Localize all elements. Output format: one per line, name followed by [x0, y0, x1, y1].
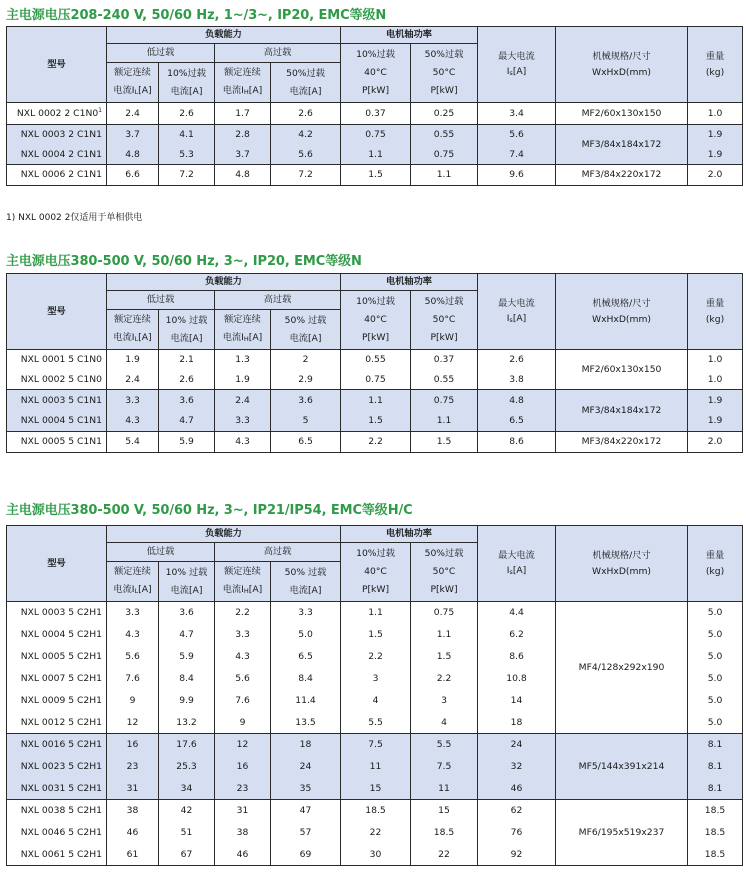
low-overload-header: 低过载 [107, 543, 215, 562]
col-load-capacity-header: 负载能力 [107, 526, 341, 543]
table-row: NXL 0003 5 C2H1 3.3 3.6 2.2 3.3 1.1 0.75 4.4 MF4/128x292x190 5.0 [7, 602, 743, 624]
col-motor-power-header: 电机轴功率 [341, 274, 478, 291]
weight-unit: (kg) [705, 66, 725, 78]
col-weight-header [688, 27, 743, 103]
rated-low-header: 额定连续 电流$I_L[A]$ [107, 63, 159, 103]
table-row: NXL 0023 5 C2H1 23 25.3 16 24 11 7.5 32 8.1 [7, 756, 743, 778]
table-row: NXL 0007 5 C2H1 7.6 8.4 5.6 8.4 3 2.2 10.8 5.0 [7, 668, 743, 690]
col-frame-header [556, 27, 688, 103]
table-row: NXL 0012 5 C2H1 12 13.2 9 13.5 5.5 4 18 5.0 [7, 712, 743, 734]
col-weight-header: 重量 (kg) [688, 526, 743, 602]
table-row: NXL 0005 5 C1N1 5.4 5.9 4.3 6.5 2.2 1.5 8.6 MF3/84x220x172 2.0 [7, 432, 743, 453]
col-frame-header: 机械规格/尺寸 WxHxD(mm) [556, 274, 688, 350]
rated-high-header: 额定连续 电流$I_H[A]$ [215, 310, 271, 350]
high-overload-header: 高过载 [215, 291, 341, 310]
table-row: NXL 0046 5 C2H1 46 51 38 57 22 18.5 76 18.5 [7, 822, 743, 844]
section1-title: 主电源电压208-240 V, 50/60 Hz, 1~/3~, IP20, EMC等级N [6, 8, 387, 23]
table-row: NXL 0002 5 C1N0 2.4 2.6 1.9 2.9 0.75 0.55 3.8 1.0 [7, 370, 743, 390]
low-overload-header: 低过载 [107, 291, 215, 310]
col-max-current-header: 最大电流 $I_s[A]$ [478, 526, 556, 602]
table-row: NXL 0002 2 $C1N0^1$ 2.4 2.6 1.7 2.6 0.37 0.25 3.4 MF2/60x130x150 1.0 [7, 103, 743, 125]
table-row: NXL 0004 5 C2H1 4.3 4.7 3.3 5.0 1.5 1.1 6.2 5.0 [7, 624, 743, 646]
high-overload-header: 高过载 [215, 543, 341, 562]
p50-header: 50%过载 50°C P[kW] [411, 44, 478, 103]
low-10-header: 10% 过载 电流[A] [159, 562, 215, 602]
high-overload-header: 高过载 [215, 44, 341, 63]
rated-high-header: 额定连续 电流$I_H[A]$ [215, 63, 271, 103]
rated-low-header: 额定连续 电流$I_L[A]$ [107, 562, 159, 602]
col-model-header: 型号 [7, 274, 107, 350]
table-row: NXL 0038 5 C2H1 38 42 31 47 18.5 15 62 MF6/195x519x237 18.5 [7, 800, 743, 822]
table-row: NXL 0016 5 C2H1 16 17.6 12 18 7.5 5.5 24 MF5/144x391x214 8.1 [7, 734, 743, 756]
table-row: NXL 0001 5 C1N0 1.9 2.1 1.3 2 0.55 0.37 2.6 MF2/60x130x150 1.0 [7, 350, 743, 370]
table-row: NXL 0006 2 C1N1 6.6 7.2 4.8 7.2 1.5 1.1 9.6 MF3/84x220x172 2.0 [7, 165, 743, 186]
low-overload-header: 低过载 [107, 44, 215, 63]
high-50-header: 50% 过载 电流[A] [271, 310, 341, 350]
p10-header: 10%过载 40°C P[kW] [341, 543, 411, 602]
col-max-current-header [478, 27, 556, 103]
frame-dims-label: WxHxD(mm) [591, 66, 651, 78]
col-model-header: 型号 [7, 526, 107, 602]
table-row: NXL 0003 5 C1N1 3.3 3.6 2.4 3.6 1.1 0.75 4.8 MF3/84x184x172 1.9 [7, 390, 743, 411]
col-load-capacity-header: 负载能力 [107, 27, 341, 44]
col-model-header: 型号 [7, 27, 107, 103]
section1-table [6, 26, 743, 186]
col-max-current-header: 最大电流 $I_s[A]$ [478, 274, 556, 350]
col-load-capacity-header: 负载能力 [107, 274, 341, 291]
frame-label: 机械规格/尺寸 [592, 51, 651, 63]
section2-table [6, 273, 743, 453]
p50-header: 50%过载 50°C P[kW] [411, 543, 478, 602]
low-10-header: 10%过载 电流[A] [159, 63, 215, 103]
max-current-symbol: $I_s[A]$ [506, 66, 527, 78]
high-50-header: 50%过载 电流[A] [271, 63, 341, 103]
table-row: NXL 0003 2 C1N1 3.7 4.1 2.8 4.2 0.75 0.55 5.6 MF3/84x184x172 1.9 [7, 125, 743, 145]
table-row: NXL 0009 5 C2H1 9 9.9 7.6 11.4 4 3 14 5.0 [7, 690, 743, 712]
table-row: NXL 0005 5 C2H1 5.6 5.9 4.3 6.5 2.2 1.5 8.6 5.0 [7, 646, 743, 668]
table-row: NXL 0004 2 C1N1 4.8 5.3 3.7 5.6 1.1 0.75 7.4 1.9 [7, 145, 743, 165]
low-10-header: 10% 过载 电流[A] [159, 310, 215, 350]
table-row: NXL 0061 5 C2H1 61 67 46 69 30 22 92 18.5 [7, 844, 743, 866]
max-current-label: 最大电流 [498, 51, 535, 63]
rated-low-header: 额定连续 电流$I_L[A]$ [107, 310, 159, 350]
p10-header: 10%过载 40°C P[kW] [341, 44, 411, 103]
table-row: NXL 0004 5 C1N1 4.3 4.7 3.3 5 1.5 1.1 6.5 1.9 [7, 411, 743, 432]
col-frame-header: 机械规格/尺寸 WxHxD(mm) [556, 526, 688, 602]
col-motor-power-header: 电机轴功率 [341, 27, 478, 44]
section3-title: 主电源电压380-500 V, 50/60 Hz, 3~, IP21/IP54, EMC等级H/C [6, 503, 413, 518]
section2-title: 主电源电压380-500 V, 50/60 Hz, 3~, IP20, EMC等级N [6, 254, 362, 269]
weight-label: 重量 [705, 51, 725, 63]
col-motor-power-header: 电机轴功率 [341, 526, 478, 543]
col-weight-header: 重量 (kg) [688, 274, 743, 350]
footnote: 1) NXL 0002 2仅适用于单相供电 [6, 213, 143, 223]
table-row: NXL 0031 5 C2H1 31 34 23 35 15 11 46 8.1 [7, 778, 743, 800]
rated-high-header: 额定连续 电流$I_H[A]$ [215, 562, 271, 602]
p50-header: 50%过载 50°C P[kW] [411, 291, 478, 350]
section3-table [6, 525, 743, 866]
high-50-header: 50% 过载 电流[A] [271, 562, 341, 602]
p10-header: 10%过载 40°C P[kW] [341, 291, 411, 350]
